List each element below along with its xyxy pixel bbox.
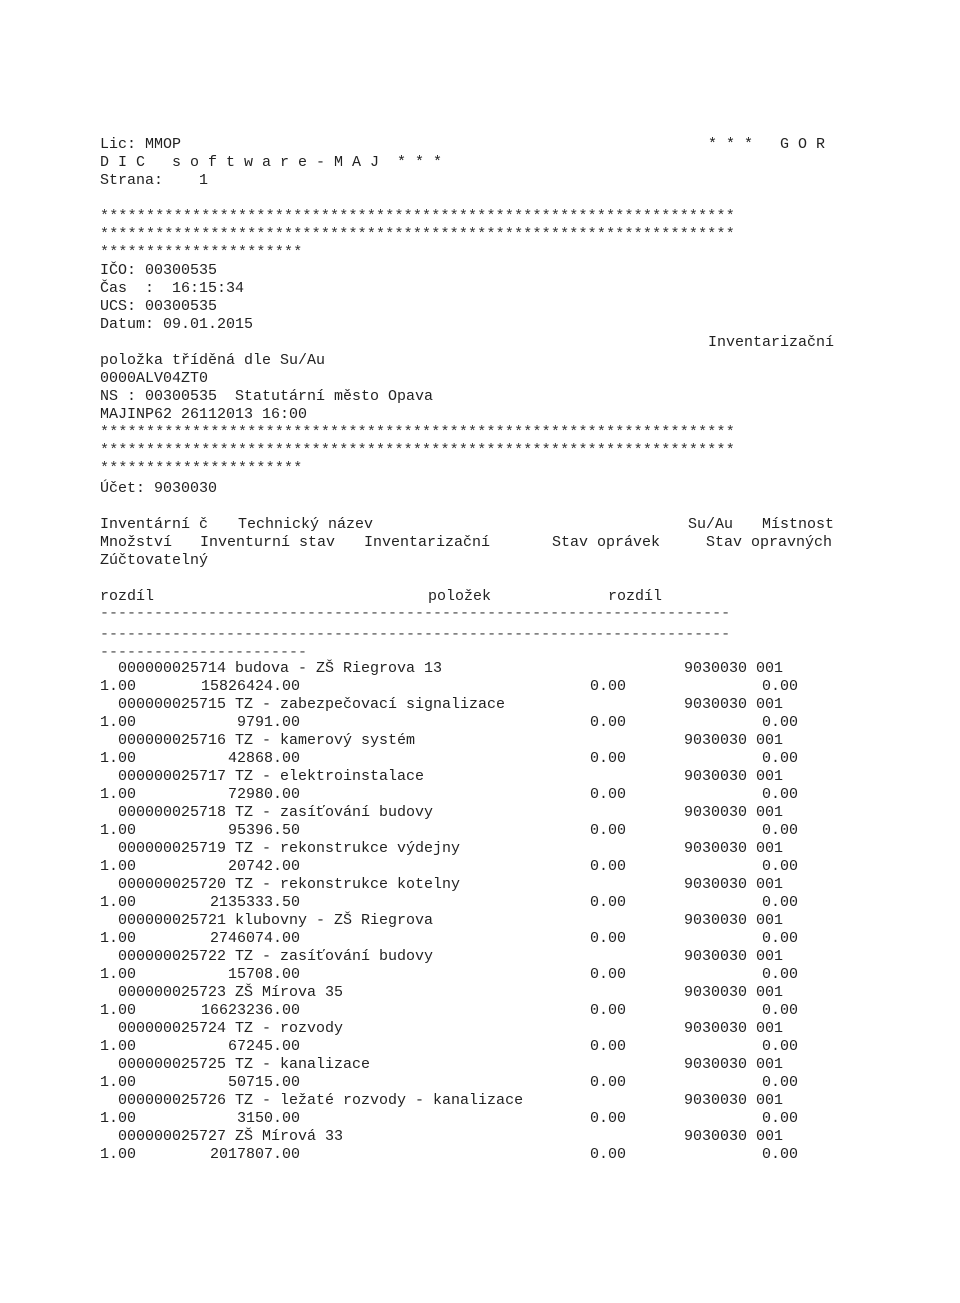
col-polozek: položek: [428, 588, 492, 605]
item-opravky: 0.00: [589, 930, 626, 947]
item-quantity: 1.00: [100, 822, 137, 839]
item-title: 000000025716 TZ - kamerový systém: [118, 732, 416, 749]
col-rozdil: rozdíl: [100, 588, 155, 605]
sort-info: položka tříděná dle Su/Au: [100, 352, 326, 369]
item-opravky: 0.00: [589, 750, 626, 767]
item-opravky: 0.00: [589, 1038, 626, 1055]
item-quantity: 1.00: [100, 1110, 137, 1127]
item-quantity: 1.00: [100, 966, 137, 983]
license-label: Lic: MMOP: [100, 136, 182, 153]
item-quantity: 1.00: [100, 750, 137, 767]
item-account-code: 9030030 001: [684, 1020, 784, 1037]
item-title: 000000025723 ZŠ Mírova 35: [118, 984, 344, 1001]
item-opravne: 0.00: [761, 1074, 798, 1091]
item-opravne: 0.00: [761, 930, 798, 947]
time-label: Čas : 16:15:34: [100, 280, 245, 297]
item-quantity: 1.00: [100, 858, 137, 875]
star-separator: *********************************************************************: [100, 208, 735, 225]
dash-separator: ----------------------------------------------------------------------: [100, 605, 731, 622]
dash-separator: ----------------------------------------------------------------------: [100, 626, 731, 643]
item-inventory-value: 15826424.00: [200, 678, 300, 695]
item-opravky: 0.00: [589, 822, 626, 839]
col-mnozstvi: Množství: [100, 534, 173, 551]
account-label: Účet: 9030030: [100, 480, 218, 497]
item-opravky: 0.00: [589, 1074, 626, 1091]
item-account-code: 9030030 001: [684, 948, 784, 965]
col-rozdil-2: rozdíl: [608, 588, 663, 605]
item-account-code: 9030030 001: [684, 984, 784, 1001]
item-opravne: 0.00: [761, 894, 798, 911]
gor-mark: * * * G O R: [708, 136, 826, 153]
item-inventory-value: 2746074.00: [209, 930, 300, 947]
item-inventory-value: 20742.00: [227, 858, 300, 875]
date-label: Datum: 09.01.2015: [100, 316, 254, 333]
item-opravne: 0.00: [761, 1146, 798, 1163]
organization: NS : 00300535 Statutární město Opava: [100, 388, 434, 405]
item-title: 000000025718 TZ - zasíťování budovy: [118, 804, 434, 821]
item-inventory-value: 9791.00: [236, 714, 300, 731]
item-account-code: 9030030 001: [684, 1128, 784, 1145]
item-opravky: 0.00: [589, 714, 626, 731]
item-title: 000000025717 TZ - elektroinstalace: [118, 768, 425, 785]
item-quantity: 1.00: [100, 678, 137, 695]
item-quantity: 1.00: [100, 930, 137, 947]
col-technicky-nazev: Technický název: [238, 516, 374, 533]
item-title: 000000025715 TZ - zabezpečovací signalizace: [118, 696, 506, 713]
item-opravky: 0.00: [589, 894, 626, 911]
item-opravne: 0.00: [761, 714, 798, 731]
item-opravky: 0.00: [589, 678, 626, 695]
item-account-code: 9030030 001: [684, 1092, 784, 1109]
item-title: 000000025722 TZ - zasíťování budovy: [118, 948, 434, 965]
item-inventory-value: 16623236.00: [200, 1002, 300, 1019]
col-inventarizacni: Inventarizační: [364, 534, 491, 551]
item-title: 000000025727 ZŠ Mírová 33: [118, 1128, 344, 1145]
item-inventory-value: 67245.00: [227, 1038, 300, 1055]
item-account-code: 9030030 001: [684, 696, 784, 713]
item-title: 000000025726 TZ - ležaté rozvody - kanalizace: [118, 1092, 524, 1109]
star-separator: *********************************************************************: [100, 442, 735, 459]
item-opravne: 0.00: [761, 1038, 798, 1055]
software-title: D I C s o f t w a r e - M A J * * *: [100, 154, 443, 171]
item-title: 000000025725 TZ - kanalizace: [118, 1056, 371, 1073]
item-opravne: 0.00: [761, 822, 798, 839]
col-mistnost: Místnost: [762, 516, 835, 533]
col-inventurni-stav: Inventurní stav: [200, 534, 336, 551]
item-account-code: 9030030 001: [684, 840, 784, 857]
item-account-code: 9030030 001: [684, 1056, 784, 1073]
star-separator: **********************: [100, 244, 303, 261]
item-inventory-value: 3150.00: [236, 1110, 300, 1127]
item-inventory-value: 50715.00: [227, 1074, 300, 1091]
item-opravne: 0.00: [761, 858, 798, 875]
dash-separator: -----------------------: [100, 644, 308, 661]
col-stav-opravnych: Stav opravných: [706, 534, 833, 551]
item-inventory-value: 95396.50: [227, 822, 300, 839]
item-inventory-value: 2135333.50: [209, 894, 300, 911]
item-opravky: 0.00: [589, 1146, 626, 1163]
star-separator: *********************************************************************: [100, 226, 735, 243]
ucs-label: UCS: 00300535: [100, 298, 218, 315]
report-type: Inventarizační: [708, 334, 835, 351]
item-account-code: 9030030 001: [684, 660, 784, 677]
item-title: 000000025714 budova - ZŠ Riegrova 13: [118, 660, 443, 677]
star-separator: **********************: [100, 460, 303, 477]
item-opravne: 0.00: [761, 750, 798, 767]
item-opravne: 0.00: [761, 1002, 798, 1019]
item-opravky: 0.00: [589, 858, 626, 875]
item-account-code: 9030030 001: [684, 912, 784, 929]
item-quantity: 1.00: [100, 714, 137, 731]
item-quantity: 1.00: [100, 894, 137, 911]
item-title: 000000025720 TZ - rekonstrukce kotelny: [118, 876, 461, 893]
item-account-code: 9030030 001: [684, 768, 784, 785]
item-opravne: 0.00: [761, 786, 798, 803]
item-opravky: 0.00: [589, 966, 626, 983]
item-inventory-value: 2017807.00: [209, 1146, 300, 1163]
col-stav-opravek: Stav oprávek: [552, 534, 661, 551]
item-quantity: 1.00: [100, 1074, 137, 1091]
item-quantity: 1.00: [100, 786, 137, 803]
item-opravne: 0.00: [761, 678, 798, 695]
star-separator: *********************************************************************: [100, 424, 735, 441]
item-inventory-value: 42868.00: [227, 750, 300, 767]
item-quantity: 1.00: [100, 1146, 137, 1163]
item-account-code: 9030030 001: [684, 876, 784, 893]
ico-label: IČO: 00300535: [100, 262, 218, 279]
majinp-line: MAJINP62 26112013 16:00: [100, 406, 308, 423]
item-opravne: 0.00: [761, 966, 798, 983]
item-title: 000000025719 TZ - rekonstrukce výdejny: [118, 840, 461, 857]
item-inventory-value: 15708.00: [227, 966, 300, 983]
item-quantity: 1.00: [100, 1038, 137, 1055]
item-opravky: 0.00: [589, 1110, 626, 1127]
item-title: 000000025724 TZ - rozvody: [118, 1020, 344, 1037]
item-account-code: 9030030 001: [684, 804, 784, 821]
item-opravky: 0.00: [589, 1002, 626, 1019]
page-number: Strana: 1: [100, 172, 209, 189]
item-inventory-value: 72980.00: [227, 786, 300, 803]
col-zuctovatelny: Zúčtovatelný: [100, 552, 209, 569]
item-account-code: 9030030 001: [684, 732, 784, 749]
item-opravne: 0.00: [761, 1110, 798, 1127]
col-suau: Su/Au: [688, 516, 734, 533]
col-inventarni: Inventární č: [100, 516, 209, 533]
item-quantity: 1.00: [100, 1002, 137, 1019]
item-title: 000000025721 klubovny - ZŠ Riegrova: [118, 912, 434, 929]
item-opravky: 0.00: [589, 786, 626, 803]
report-code: 0000ALV04ZT0: [100, 370, 209, 387]
